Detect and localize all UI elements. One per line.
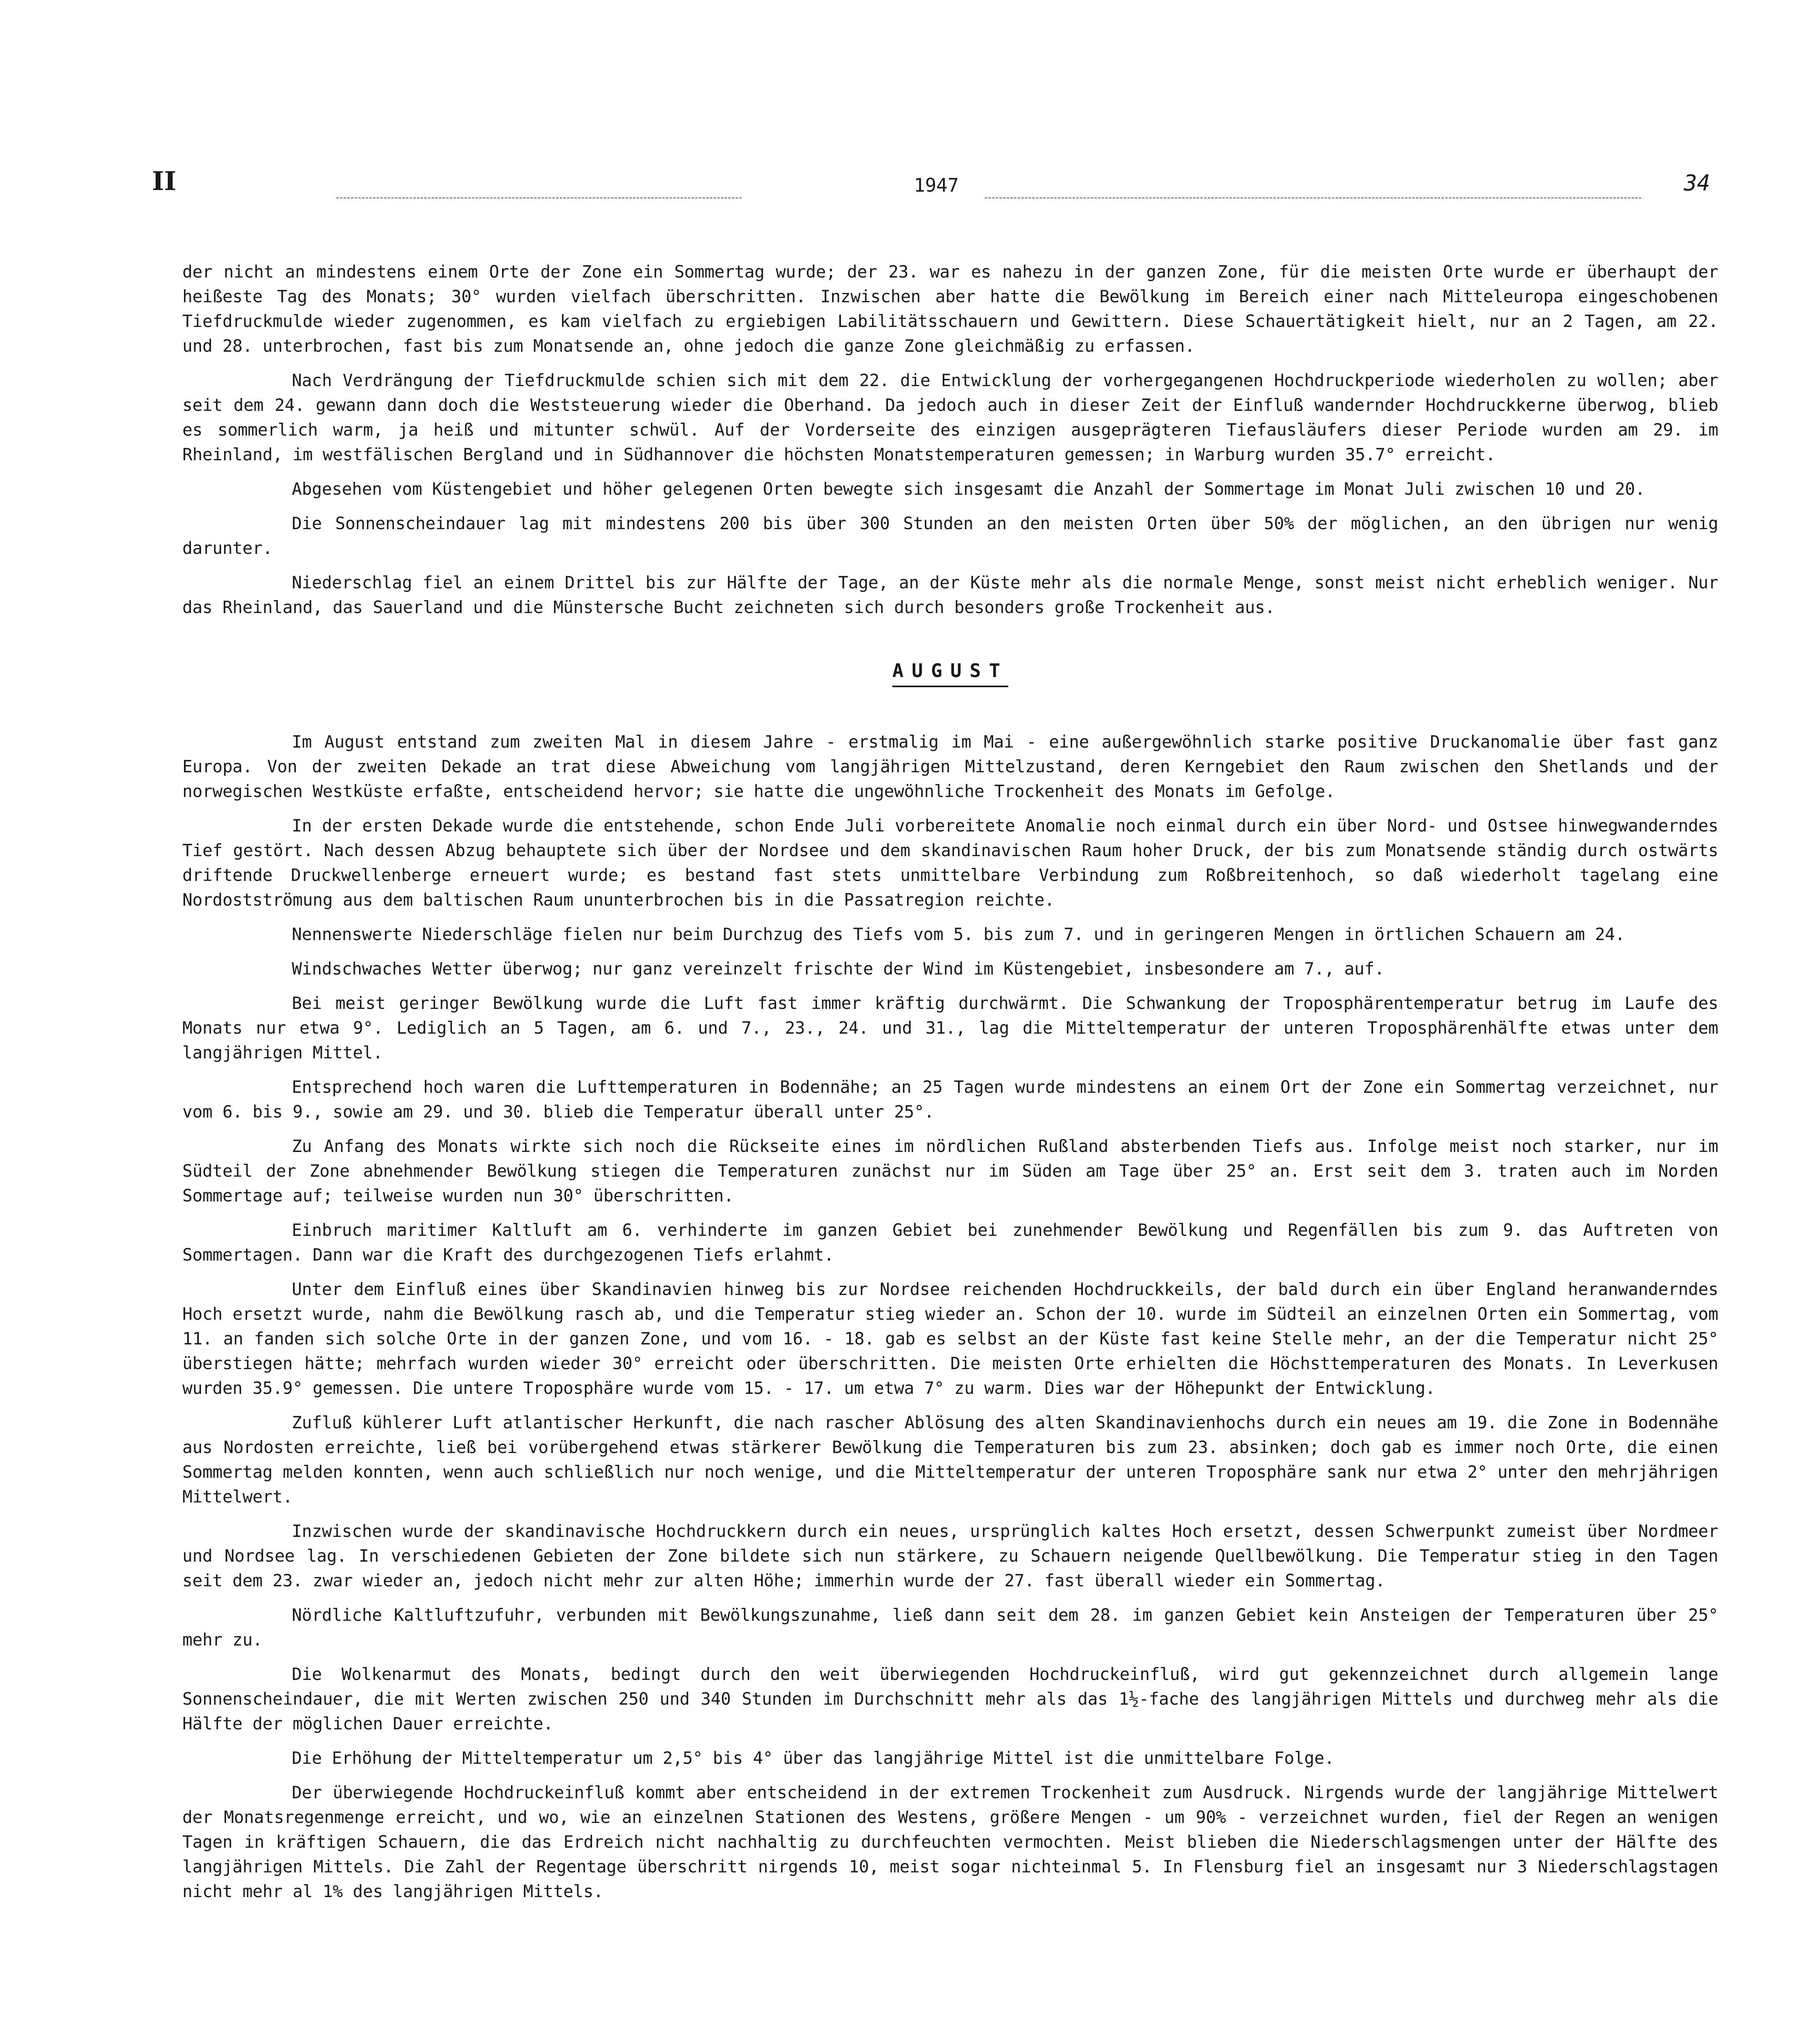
paragraph: Entsprechend hoch waren die Lufttemperaturen in Bodennähe; an 25 Tagen wurde mindestens an einem Ort der Zone ein Sommertag verzeichnet, nur vom 6. bis 9., sowie am 29. und 30. blieb die Temperatur überall unter 25°. (182, 1077, 1718, 1122)
paragraph: Einbruch maritimer Kaltluft am 6. verhinderte im ganzen Gebiet bei zunehmender Bewölkung und Regenfällen bis zum 9. das Auftreten von Sommertagen. Dann war die Kraft des durchgezogenen Tiefs erlahmt. (182, 1220, 1718, 1265)
paragraph: Im August entstand zum zweiten Mal in diesem Jahre - erstmalig im Mai - eine außergewöhnlich starke positive Druckanomalie über fast ganz Europa. Von der zweiten Dekade an trat diese Abweichung vom langjährigen Mittelzustand, deren Kerngebiet den Raum zwischen den Shetlands und der norwegischen Westküste erfaßte, entscheidend hervor; sie hatte die ungewöhnliche Trockenheit des Monats im Gefolge. (182, 732, 1718, 801)
paragraph: Zu Anfang des Monats wirkte sich noch die Rückseite eines im nördlichen Rußland absterbenden Tiefs aus. Infolge meist noch starker, nur im Südteil der Zone abnehmender Bewölkung stiegen die Temperaturen zunächst nur im Süden am Tage über 25° an. Erst seit dem 3. traten auch im Norden Sommertage auf; teilweise wurden nun 30° überschritten. (182, 1136, 1718, 1205)
document-body (182, 259, 1718, 1913)
paragraph: Bei meist geringer Bewölkung wurde die Luft fast immer kräftig durchwärmt. Die Schwankung der Troposphärentemperatur betrug im Laufe des Monats nur etwa 9°. Lediglich an 5 Tagen, am 6. und 7., 23., 24. und 31., lag die Mitteltemperatur der unteren Troposphärenhälfte etwas unter dem langjährigen Mittel. (182, 993, 1718, 1062)
paragraph: Nennenswerte Niederschläge fielen nur beim Durchzug des Tiefs vom 5. bis zum 7. und in geringeren Mengen in örtlichen Schauern am 24. (292, 924, 1625, 944)
page-header (0, 0, 1820, 227)
paragraph: Niederschlag fiel an einem Drittel bis zur Hälfte der Tage, an der Küste mehr als die normale Menge, sonst meist nicht erheblich weniger. Nur das Rheinland, das Sauerland und die Münstersche Bucht zeichneten sich durch besonders große Trockenheit aus. (182, 573, 1718, 617)
paragraph: Nach Verdrängung der Tiefdruckmulde schien sich mit dem 22. die Entwicklung der vorhergegangenen Hochdruckperiode wiederholen zu wollen; aber seit dem 24. gewann dann doch die Weststeuerung wieder die Oberhand. Da jedoch auch in dieser Zeit der Einfluß wandernder Hochdruckkerne überwog, blieb es sommerlich warm, ja heiß und mitunter schwül. Auf der Vorderseite des einzigen ausgeprägteren Tiefausläufers dieser Periode wurden am 29. im Rheinland, im westfälischen Bergland und in Südhannover die höchsten Monatstemperaturen gemessen; in Warburg wurden 35.7° erreicht. (182, 370, 1718, 464)
header-rule-left (336, 197, 742, 199)
section-roman-numeral: II (152, 166, 176, 197)
page-year: 1947 (914, 174, 959, 196)
page-number: 34 (1684, 170, 1711, 196)
july-continuation (182, 259, 1718, 620)
paragraph: Inzwischen wurde der skandinavische Hochdruckkern durch ein neues, ursprünglich kaltes Hoch ersetzt, dessen Schwerpunkt zumeist über Nordmeer und Nordsee lag. In verschiedenen Gebieten der Zone bildete sich nun stärkere, zu Schauern neigende Quellbewölkung. Die Temperatur stieg in den Tagen seit dem 23. zwar wieder an, jedoch nicht mehr zur alten Höhe; immerhin wurde der 27. fast überall wieder ein Sommertag. (182, 1521, 1718, 1590)
paragraph: Der überwiegende Hochdruckeinfluß kommt aber entscheidend in der extremen Trockenheit zum Ausdruck. Nirgends wurde der langjährige Mittelwert der Monatsregenmenge erreicht, und wo, wie an einzelnen Stationen des Westens, größere Mengen - um 90% - verzeichnet wurden, fiel der Regen an wenigen Tagen in kräftigen Schauern, die das Erdreich nicht nachhaltig zu durchfeuchten vermochten. Meist blieben die Niederschlagsmengen unter der Hälfte des langjährigen Mittels. Die Zahl der Regentage überschritt nirgends 10, meist sogar nichteinmal 5. In Flensburg fiel an insgesamt nur 3 Niederschlagstagen nicht mehr al 1% des langjährigen Mittels. (182, 1782, 1718, 1901)
paragraph: Die Sonnenscheindauer lag mit mindestens 200 bis über 300 Stunden an den meisten Orten über 50% der möglichen, an den übrigen nur wenig darunter. (182, 513, 1718, 558)
paragraph: Die Erhöhung der Mitteltemperatur um 2,5° bis 4° über das langjährige Mittel ist die unmittelbare Folge. (292, 1748, 1335, 1768)
paragraph: Zufluß kühlerer Luft atlantischer Herkunft, die nach rascher Ablösung des alten Skandinavienhochs durch ein neues am 19. die Zone in Bodennähe aus Nordosten erreichte, ließ bei vorübergehend etwas stärkerer Bewölkung die Temperaturen bis zum 23. absinken; doch gab es immer noch Orte, die einen Sommertag melden konnten, wenn auch schließlich nur noch wenige, und die Mitteltemperatur der unteren Troposphäre sank nur etwa 2° unter den mehrjährigen Mittelwert. (182, 1413, 1718, 1507)
paragraph: Windschwaches Wetter überwog; nur ganz vereinzelt frischte der Wind im Küstengebiet, insbesondere am 7., auf. (292, 959, 1385, 979)
paragraph: Die Wolkenarmut des Monats, bedingt durch den weit überwiegenden Hochdruckeinfluß, wird gut gekennzeichnet durch allgemein lange Sonnenscheindauer, die mit Werten zwischen 250 und 340 Stunden im Durchschnitt mehr als das 1½-fache des langjährigen Mittels und durchweg mehr als die Hälfte der möglichen Dauer erreichte. (182, 1664, 1718, 1733)
paragraph: In der ersten Dekade wurde die entstehende, schon Ende Juli vorbereitete Anomalie noch einmal durch ein über Nord- und Ostsee hinwegwanderndes Tief gestört. Nach dessen Abzug behauptete sich über der Nordsee und dem skandinavischen Raum hoher Druck, der bis zum Monatsende ständig durch ostwärts driftende Druckwellenberge erneuert wurde; es bestand fast stets unmittelbare Verbindung zum Roßbreitenhoch, so daß wiederholt tagelang eine Nordostströmung aus dem baltischen Raum ununterbrochen bis in die Passatregion reichte. (182, 816, 1718, 910)
section-heading-text: AUGUST (892, 658, 1008, 687)
paragraph: Unter dem Einfluß eines über Skandinavien hinweg bis zur Nordsee reichenden Hochdruckkeils, der bald durch ein über England heranwanderndes Hoch ersetzt wurde, nahm die Bewölkung rasch ab, und die Temperatur stieg wieder an. Schon der 10. wurde im Südteil an einzelnen Orten ein Sommertag, vom 11. an fanden sich solche Orte in der ganzen Zone, und vom 16. - 18. gab es selbst an der Küste fast keine Stelle mehr, an der die Temperatur nicht 25° überstiegen hätte; mehrfach wurden wieder 30° erreicht oder überschritten. Die meisten Orte erhielten die Höchsttemperaturen des Monats. In Leverkusen wurden 35.9° gemessen. Die untere Troposphäre wurde vom 15. - 17. um etwa 7° zu warm. Dies war der Höhepunkt der Entwicklung. (182, 1279, 1718, 1398)
section-heading-august (182, 658, 1718, 687)
august-section (182, 729, 1718, 1904)
paragraph: Nördliche Kaltluftzufuhr, verbunden mit Bewölkungszunahme, ließ dann seit dem 28. im ganzen Gebiet kein Ansteigen der Temperaturen über 25° mehr zu. (182, 1605, 1718, 1650)
paragraph: der nicht an mindestens einem Orte der Zone ein Sommertag wurde; der 23. war es nahezu in der ganzen Zone, für die meisten Orte wurde er überhaupt der heißeste Tag des Monats; 30° wurden vielfach überschritten. Inzwischen aber hatte die Bewölkung im Bereich einer nach Mitteleuropa eingeschobenen Tiefdruckmulde wieder zugenommen, es kam vielfach zu ergiebigen Labilitätsschauern und Gewittern. Diese Schauertätigkeit hielt, nur an 2 Tagen, am 22. und 28. unterbrochen, fast bis zum Monatsende an, ohne jedoch die ganze Zone gleichmäßig zu erfassen. (182, 262, 1718, 356)
header-rule-right (985, 197, 1641, 199)
paragraph: Abgesehen vom Küstengebiet und höher gelegenen Orten bewegte sich insgesamt die Anzahl der Sommertage im Monat Juli zwischen 10 und 20. (292, 479, 1645, 499)
